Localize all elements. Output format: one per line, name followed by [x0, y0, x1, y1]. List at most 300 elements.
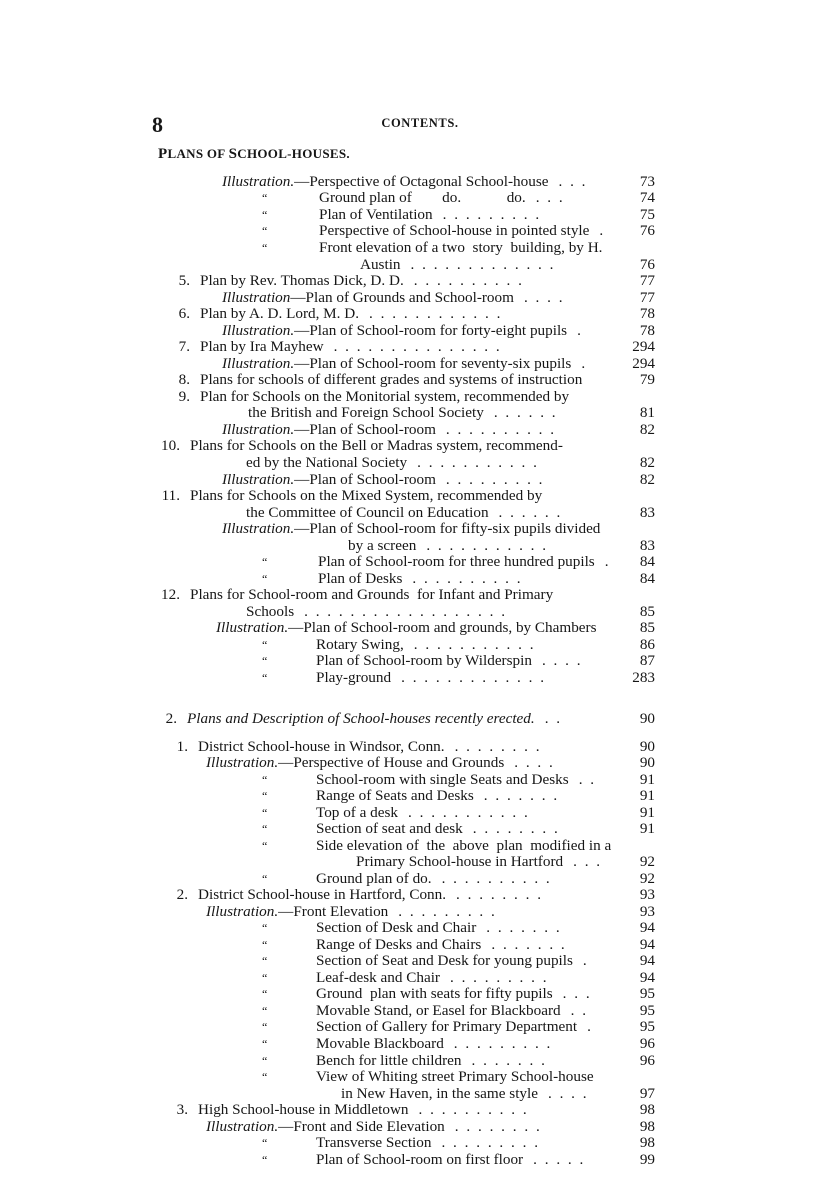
- page-ref: 75: [639, 206, 655, 223]
- toc-entry: [0, 637, 840, 653]
- entry-text: [319, 240, 602, 256]
- dot-leader: . . . . .: [533, 1151, 586, 1168]
- entry-label: Illustration.: [222, 322, 295, 339]
- ditto-mark: “: [262, 789, 268, 803]
- entry-text: [316, 1019, 593, 1035]
- entry-text: [187, 711, 562, 727]
- entry-label: Illustration.: [222, 471, 295, 488]
- entry-text: [316, 788, 559, 804]
- entry-text: [356, 854, 602, 870]
- page-ref: 95: [639, 985, 655, 1002]
- toc-entry: [0, 273, 840, 289]
- toc-entry: [0, 372, 840, 388]
- dot-leader: . . . . . . . . . .: [441, 870, 552, 887]
- entry-text: [318, 554, 611, 570]
- dot-leader: . . . . . . .: [471, 1052, 547, 1069]
- dot-leader: . . . . . . . . . .: [445, 421, 557, 438]
- entry-title: Plan of School-room by Wilderspin: [316, 652, 532, 669]
- entry-text: [206, 755, 555, 771]
- toc-entry: [0, 455, 840, 471]
- page-ref: 90: [639, 754, 655, 771]
- ditto-mark: “: [262, 241, 268, 255]
- entry-title: Movable Stand, or Easel for Blackboard: [316, 1002, 561, 1019]
- ditto-mark: “: [262, 987, 268, 1001]
- page-ref: 97: [639, 1085, 655, 1102]
- dot-leader: . . . . . . . .: [454, 1118, 542, 1135]
- entry-title: District School-house in Hartford, Conn.: [198, 886, 447, 903]
- dot-leader: . . . . . . . . .: [445, 471, 545, 488]
- dot-leader: . . . . . . . . . .: [412, 570, 523, 587]
- entry-title: Plan of School-room on first floor: [316, 1151, 524, 1168]
- entry-label: Illustration.: [222, 520, 295, 537]
- entry-text: [316, 805, 530, 821]
- toc-entry: [0, 887, 840, 903]
- entry-title: —Plan of School-room: [294, 421, 436, 438]
- entry-number: 12.: [161, 586, 180, 603]
- entry-number: 2.: [165, 710, 177, 727]
- toc-entry: [0, 937, 840, 953]
- entry-title: Plan by Rev. Thomas Dick, D. D.: [200, 272, 404, 289]
- entry-number: 7.: [178, 338, 190, 355]
- toc-entry: [0, 190, 840, 206]
- entry-number: 8.: [178, 371, 190, 388]
- page-ref: 76: [639, 222, 655, 239]
- entry-number: 3.: [176, 1101, 188, 1118]
- dot-leader: . . . . . . . . . . . . . . .: [333, 338, 502, 355]
- dot-leader: . . . . . . . . . . . . . . . . . .: [304, 603, 507, 620]
- dot-leader: . . . . . . . . . . .: [426, 537, 549, 554]
- entry-title: the British and Foreign School Society: [248, 404, 484, 421]
- entry-text: [206, 904, 497, 920]
- page-ref: 74: [639, 189, 655, 206]
- entry-title: Range of Seats and Desks: [316, 787, 474, 804]
- entry-label: Illustration: [222, 289, 291, 306]
- toc-entry: [0, 554, 840, 570]
- entry-title: School-room with single Seats and Desks: [316, 771, 569, 788]
- entry-title: Plan by A. D. Lord, M. D.: [200, 305, 360, 322]
- entry-title: —Front and Side Elevation: [278, 1118, 445, 1135]
- entry-title: Plan of Ventilation: [319, 206, 433, 223]
- toc-entry: [0, 711, 840, 727]
- entry-text: [316, 772, 596, 788]
- toc-entry: [0, 472, 840, 488]
- entry-title: Perspective of School-house in pointed style: [319, 222, 590, 239]
- entry-text: [316, 1036, 552, 1052]
- entry-text: [316, 1053, 547, 1069]
- entry-text: [319, 223, 605, 239]
- entry-text: [222, 290, 565, 306]
- entry-title: Section of seat and desk: [316, 820, 463, 837]
- entry-text: [318, 571, 523, 587]
- dot-leader: . . . . . . . . .: [442, 206, 542, 223]
- page-ref: 294: [632, 338, 655, 355]
- ditto-mark: “: [262, 839, 268, 853]
- heading-part: CHOOL-HOUSES.: [237, 146, 350, 161]
- page-ref: 94: [639, 969, 655, 986]
- page-ref: 82: [639, 471, 655, 488]
- toc-entry: [0, 521, 840, 537]
- ditto-mark: “: [262, 191, 268, 205]
- dot-leader: . . . . . . .: [491, 936, 567, 953]
- toc-entry: [0, 788, 840, 804]
- toc-entry: [0, 223, 840, 239]
- toc-entry: [0, 571, 840, 587]
- heading-initial: S: [228, 146, 238, 162]
- entry-title: Ground plan of do.: [316, 870, 432, 887]
- entry-number: 11.: [161, 487, 180, 504]
- dot-leader: . . . .: [523, 289, 565, 306]
- entry-title: Plan of Desks: [318, 570, 403, 587]
- entry-text: [348, 538, 548, 554]
- dot-leader: . .: [544, 710, 563, 727]
- toc-entry: [0, 854, 840, 870]
- ditto-mark: “: [262, 971, 268, 985]
- entry-title: —Perspective of Octagonal School-house: [294, 173, 549, 190]
- entry-text: [316, 670, 546, 686]
- dot-leader: . . . . . .: [498, 504, 563, 521]
- entry-title: Leaf-desk and Chair: [316, 969, 440, 986]
- toc-entry: [0, 422, 840, 438]
- entry-title: Side elevation of the above plan modified in a: [316, 837, 612, 854]
- toc-entry: [0, 207, 840, 223]
- page-ref: 91: [639, 820, 655, 837]
- entry-text: [200, 372, 582, 388]
- toc-entry: [0, 323, 840, 339]
- entry-title: Plans for schools of different grades and systems of instruction: [200, 371, 583, 388]
- toc-entry: [0, 1086, 840, 1102]
- entry-label: Plans and Description of School-houses recently erected.: [187, 710, 535, 727]
- toc-entry: [0, 389, 840, 405]
- page-ref: 99: [639, 1151, 655, 1168]
- entry-text: [200, 339, 502, 355]
- entry-title: Transverse Section: [316, 1134, 432, 1151]
- dot-leader: . . . . . . . . . . . . .: [410, 256, 556, 273]
- entry-text: [206, 1119, 542, 1135]
- entry-title: Plans for School-room and Grounds for Infant and Primary: [190, 586, 554, 603]
- dot-leader: . . . . . . . . .: [453, 1035, 553, 1052]
- entry-text: [316, 1003, 588, 1019]
- entry-title: Plan for Schools on the Monitorial system, recommended by: [200, 388, 570, 405]
- entry-title: Plan by Ira Mayhew: [200, 338, 324, 355]
- dot-leader: . . . . . . . .: [454, 738, 542, 755]
- entry-title: —Plan of School-room: [294, 471, 436, 488]
- dot-leader: . . .: [562, 985, 592, 1002]
- entry-title: Ground plan of do. do.: [319, 189, 526, 206]
- dot-leader: . . . . . . .: [486, 919, 562, 936]
- toc-entry: [0, 670, 840, 686]
- entry-title: Play-ground: [316, 669, 392, 686]
- entry-text: [222, 521, 600, 537]
- ditto-mark: “: [262, 773, 268, 787]
- page-ref: 96: [639, 1035, 655, 1052]
- toc-entry: [0, 970, 840, 986]
- dot-leader: .: [599, 222, 606, 239]
- toc-entry: [0, 1102, 840, 1118]
- entry-number: 5.: [178, 272, 190, 289]
- entry-title: Section of Seat and Desk for young pupils: [316, 952, 573, 969]
- toc-entry: [0, 505, 840, 521]
- entry-label: Illustration.: [216, 619, 289, 636]
- page-ref: 84: [639, 553, 655, 570]
- entry-label: Illustration.: [206, 754, 279, 771]
- page-ref: 82: [639, 421, 655, 438]
- dot-leader: . . . . . . . . . . .: [408, 804, 530, 821]
- toc-entry: [0, 953, 840, 969]
- page-ref: 73: [639, 173, 655, 190]
- entry-text: [222, 422, 556, 438]
- dot-leader: . . . .: [541, 652, 583, 669]
- page-ref: 78: [639, 322, 655, 339]
- ditto-mark: “: [262, 921, 268, 935]
- page-ref: 294: [632, 355, 655, 372]
- entry-text: [222, 472, 544, 488]
- dot-leader: . . . . . . . . .: [441, 1134, 540, 1151]
- dot-leader: . . . . . . . . .: [449, 969, 549, 986]
- dot-leader: . . .: [573, 853, 603, 870]
- page-ref: 96: [639, 1052, 655, 1069]
- entry-text: [248, 405, 558, 421]
- dot-leader: . . . .: [547, 1085, 589, 1102]
- page-ref: 83: [639, 537, 655, 554]
- entry-title: High School-house in Middletown: [198, 1101, 409, 1118]
- entry-title: the Committee of Council on Education: [246, 504, 489, 521]
- entry-text: [246, 604, 507, 620]
- toc-entry: [0, 904, 840, 920]
- entry-title: Top of a desk: [316, 804, 399, 821]
- page-ref: 95: [639, 1018, 655, 1035]
- page-ref: 94: [639, 936, 655, 953]
- toc-entry: [0, 240, 840, 256]
- toc-entry: [0, 986, 840, 1002]
- entry-title: —Perspective of House and Grounds: [278, 754, 505, 771]
- toc-entry: [0, 174, 840, 190]
- page-ref: 94: [639, 952, 655, 969]
- ditto-mark: “: [262, 671, 268, 685]
- entry-text: [246, 455, 539, 471]
- dot-leader: . . . . . . . . .: [398, 903, 497, 920]
- entry-text: [200, 273, 524, 289]
- entry-number: 2.: [176, 886, 188, 903]
- ditto-mark: “: [262, 1054, 268, 1068]
- dot-leader: .: [604, 553, 611, 570]
- entry-title: Plans for Schools on the Mixed System, recommended by: [190, 487, 543, 504]
- toc-entry: [0, 772, 840, 788]
- page-number: 8: [152, 112, 163, 137]
- toc-entry: [0, 538, 840, 554]
- page-ref: 87: [639, 652, 655, 669]
- toc-entry: [0, 1019, 840, 1035]
- page-ref: 86: [639, 636, 655, 653]
- entry-label: Illustration.: [222, 173, 295, 190]
- entry-title: —Plan of School-room for forty-eight pupils: [294, 322, 568, 339]
- toc-entry: [0, 339, 840, 355]
- dot-leader: . . . . . . . . . .: [418, 1101, 529, 1118]
- entry-title: ed by the National Society: [246, 454, 408, 471]
- entry-text: [316, 653, 583, 669]
- page-ref: 91: [639, 804, 655, 821]
- toc-entry: [0, 604, 840, 620]
- entry-title: Plan of School-room for three hundred pupils: [318, 553, 595, 570]
- entry-text: [319, 190, 565, 206]
- entry-text: [222, 356, 587, 372]
- toc-entry: [0, 805, 840, 821]
- entry-title: Austin: [360, 256, 401, 273]
- toc-entry: [0, 438, 840, 454]
- toc-entry: [0, 290, 840, 306]
- entry-text: [198, 739, 542, 755]
- ditto-mark: “: [262, 654, 268, 668]
- entry-text: [216, 620, 597, 636]
- dot-leader: . . . . . . . . . . .: [413, 636, 536, 653]
- page-ref: 78: [639, 305, 655, 322]
- ditto-mark: “: [262, 1153, 268, 1167]
- entry-label: Illustration.: [206, 1118, 279, 1135]
- entry-title: Section of Desk and Chair: [316, 919, 477, 936]
- dot-leader: . . . . . .: [493, 404, 558, 421]
- page-ref: 98: [639, 1118, 655, 1135]
- entry-text: [316, 821, 560, 837]
- toc-entry: [0, 488, 840, 504]
- dot-leader: . . .: [558, 173, 588, 190]
- page-ref: 90: [639, 710, 655, 727]
- entry-text: [246, 505, 562, 521]
- entry-title: Ground plan with seats for fifty pupils: [316, 985, 553, 1002]
- entry-title: —Plan of Grounds and School-room: [290, 289, 514, 306]
- toc-entry: [0, 257, 840, 273]
- page-ref: 82: [639, 454, 655, 471]
- page-ref: 98: [639, 1134, 655, 1151]
- page-ref: 79: [639, 371, 655, 388]
- ditto-mark: “: [262, 208, 268, 222]
- page-ref: 98: [639, 1101, 655, 1118]
- dot-leader: . . . . . . . . . . . . .: [401, 669, 547, 686]
- ditto-mark: “: [262, 806, 268, 820]
- entry-title: Primary School-house in Hartford: [356, 853, 564, 870]
- page-ref: 91: [639, 787, 655, 804]
- ditto-mark: “: [262, 224, 268, 238]
- dot-leader: . . . . . . . . . . . .: [369, 305, 503, 322]
- dot-leader: . . . . . . . . . . .: [417, 454, 539, 471]
- entry-label: Illustration.: [206, 903, 279, 920]
- dot-leader: . . . . . . .: [483, 787, 560, 804]
- ditto-mark: “: [262, 822, 268, 836]
- dot-leader: . .: [578, 771, 597, 788]
- dot-leader: . . . . . . . . . .: [413, 272, 524, 289]
- dot-leader: .: [587, 1018, 593, 1035]
- heading-initial: P: [158, 146, 168, 162]
- ditto-mark: “: [262, 1037, 268, 1051]
- toc-entry: [0, 1036, 840, 1052]
- entry-number: 6.: [178, 305, 190, 322]
- entry-title: Plans for Schools on the Bell or Madras system, recommend-: [190, 437, 563, 454]
- page-ref: 77: [639, 272, 655, 289]
- toc-entry: [0, 653, 840, 669]
- entry-title: in New Haven, in the same style: [341, 1085, 538, 1102]
- page-ref: 76: [639, 256, 655, 273]
- toc-entry: [0, 620, 840, 636]
- toc-entry: [0, 1003, 840, 1019]
- page-ref: 81: [639, 404, 655, 421]
- entry-text: [190, 488, 542, 504]
- entry-title: Schools: [246, 603, 295, 620]
- ditto-mark: “: [262, 1004, 268, 1018]
- toc-entry: [0, 920, 840, 936]
- page-ref: 92: [639, 853, 655, 870]
- page-ref: 84: [639, 570, 655, 587]
- entry-number: 1.: [176, 738, 188, 755]
- toc-entry: [0, 1069, 840, 1085]
- entry-title: Bench for little children: [316, 1052, 462, 1069]
- entry-text: [198, 1102, 529, 1118]
- dot-leader: .: [582, 952, 589, 969]
- entry-title: Section of Gallery for Primary Department: [316, 1018, 578, 1035]
- entry-text: [198, 887, 543, 903]
- page-ref: 93: [639, 886, 655, 903]
- entry-label: Illustration.: [222, 355, 295, 372]
- entry-title: —Plan of School-room for fifty-six pupils divided: [294, 520, 601, 537]
- page-ref: 91: [639, 771, 655, 788]
- entry-label: Illustration.: [222, 421, 295, 438]
- toc-entry: [0, 755, 840, 771]
- page-ref: 90: [639, 738, 655, 755]
- entry-text: [316, 871, 552, 887]
- entry-text: [360, 257, 555, 273]
- entry-text: [316, 1069, 594, 1085]
- page-ref: 85: [639, 603, 655, 620]
- toc-entry: [0, 306, 840, 322]
- toc-entry: [0, 821, 840, 837]
- page-ref: 77: [639, 289, 655, 306]
- page-ref: 93: [639, 903, 655, 920]
- ditto-mark: “: [262, 954, 268, 968]
- dot-leader: . .: [570, 1002, 589, 1019]
- dot-leader: . . . . . . . .: [472, 820, 560, 837]
- toc-entry: [0, 1135, 840, 1151]
- entry-number: 10.: [161, 437, 180, 454]
- entry-text: [316, 953, 589, 969]
- entry-title: Front elevation of a two story building, by H.: [319, 239, 603, 256]
- ditto-mark: “: [262, 872, 268, 886]
- entry-text: [341, 1086, 589, 1102]
- dot-leader: . . . . . . . .: [456, 886, 543, 903]
- entry-text: [200, 306, 502, 322]
- ditto-mark: “: [262, 938, 268, 952]
- page-ref: 83: [639, 504, 655, 521]
- entry-title: Movable Blackboard: [316, 1035, 444, 1052]
- entry-text: [316, 986, 592, 1002]
- toc-entry: [0, 739, 840, 755]
- entry-text: [316, 937, 567, 953]
- toc-entry: [0, 587, 840, 603]
- page-ref: 85: [639, 619, 655, 636]
- page-ref: 283: [632, 669, 655, 686]
- ditto-mark: “: [262, 1136, 268, 1150]
- entry-title: Range of Desks and Chairs: [316, 936, 482, 953]
- entry-title: by a screen: [348, 537, 417, 554]
- entry-title: View of Whiting street Primary School-house: [316, 1068, 594, 1085]
- entry-text: [316, 1135, 540, 1151]
- toc-entry: [0, 1053, 840, 1069]
- dot-leader: .: [577, 322, 583, 339]
- entry-text: [190, 587, 553, 603]
- page-ref: 95: [639, 1002, 655, 1019]
- page-ref: 92: [639, 870, 655, 887]
- entry-text: [319, 207, 541, 223]
- entry-text: [316, 970, 549, 986]
- page-ref: 94: [639, 919, 655, 936]
- entry-text: [316, 920, 562, 936]
- entry-text: [316, 637, 536, 653]
